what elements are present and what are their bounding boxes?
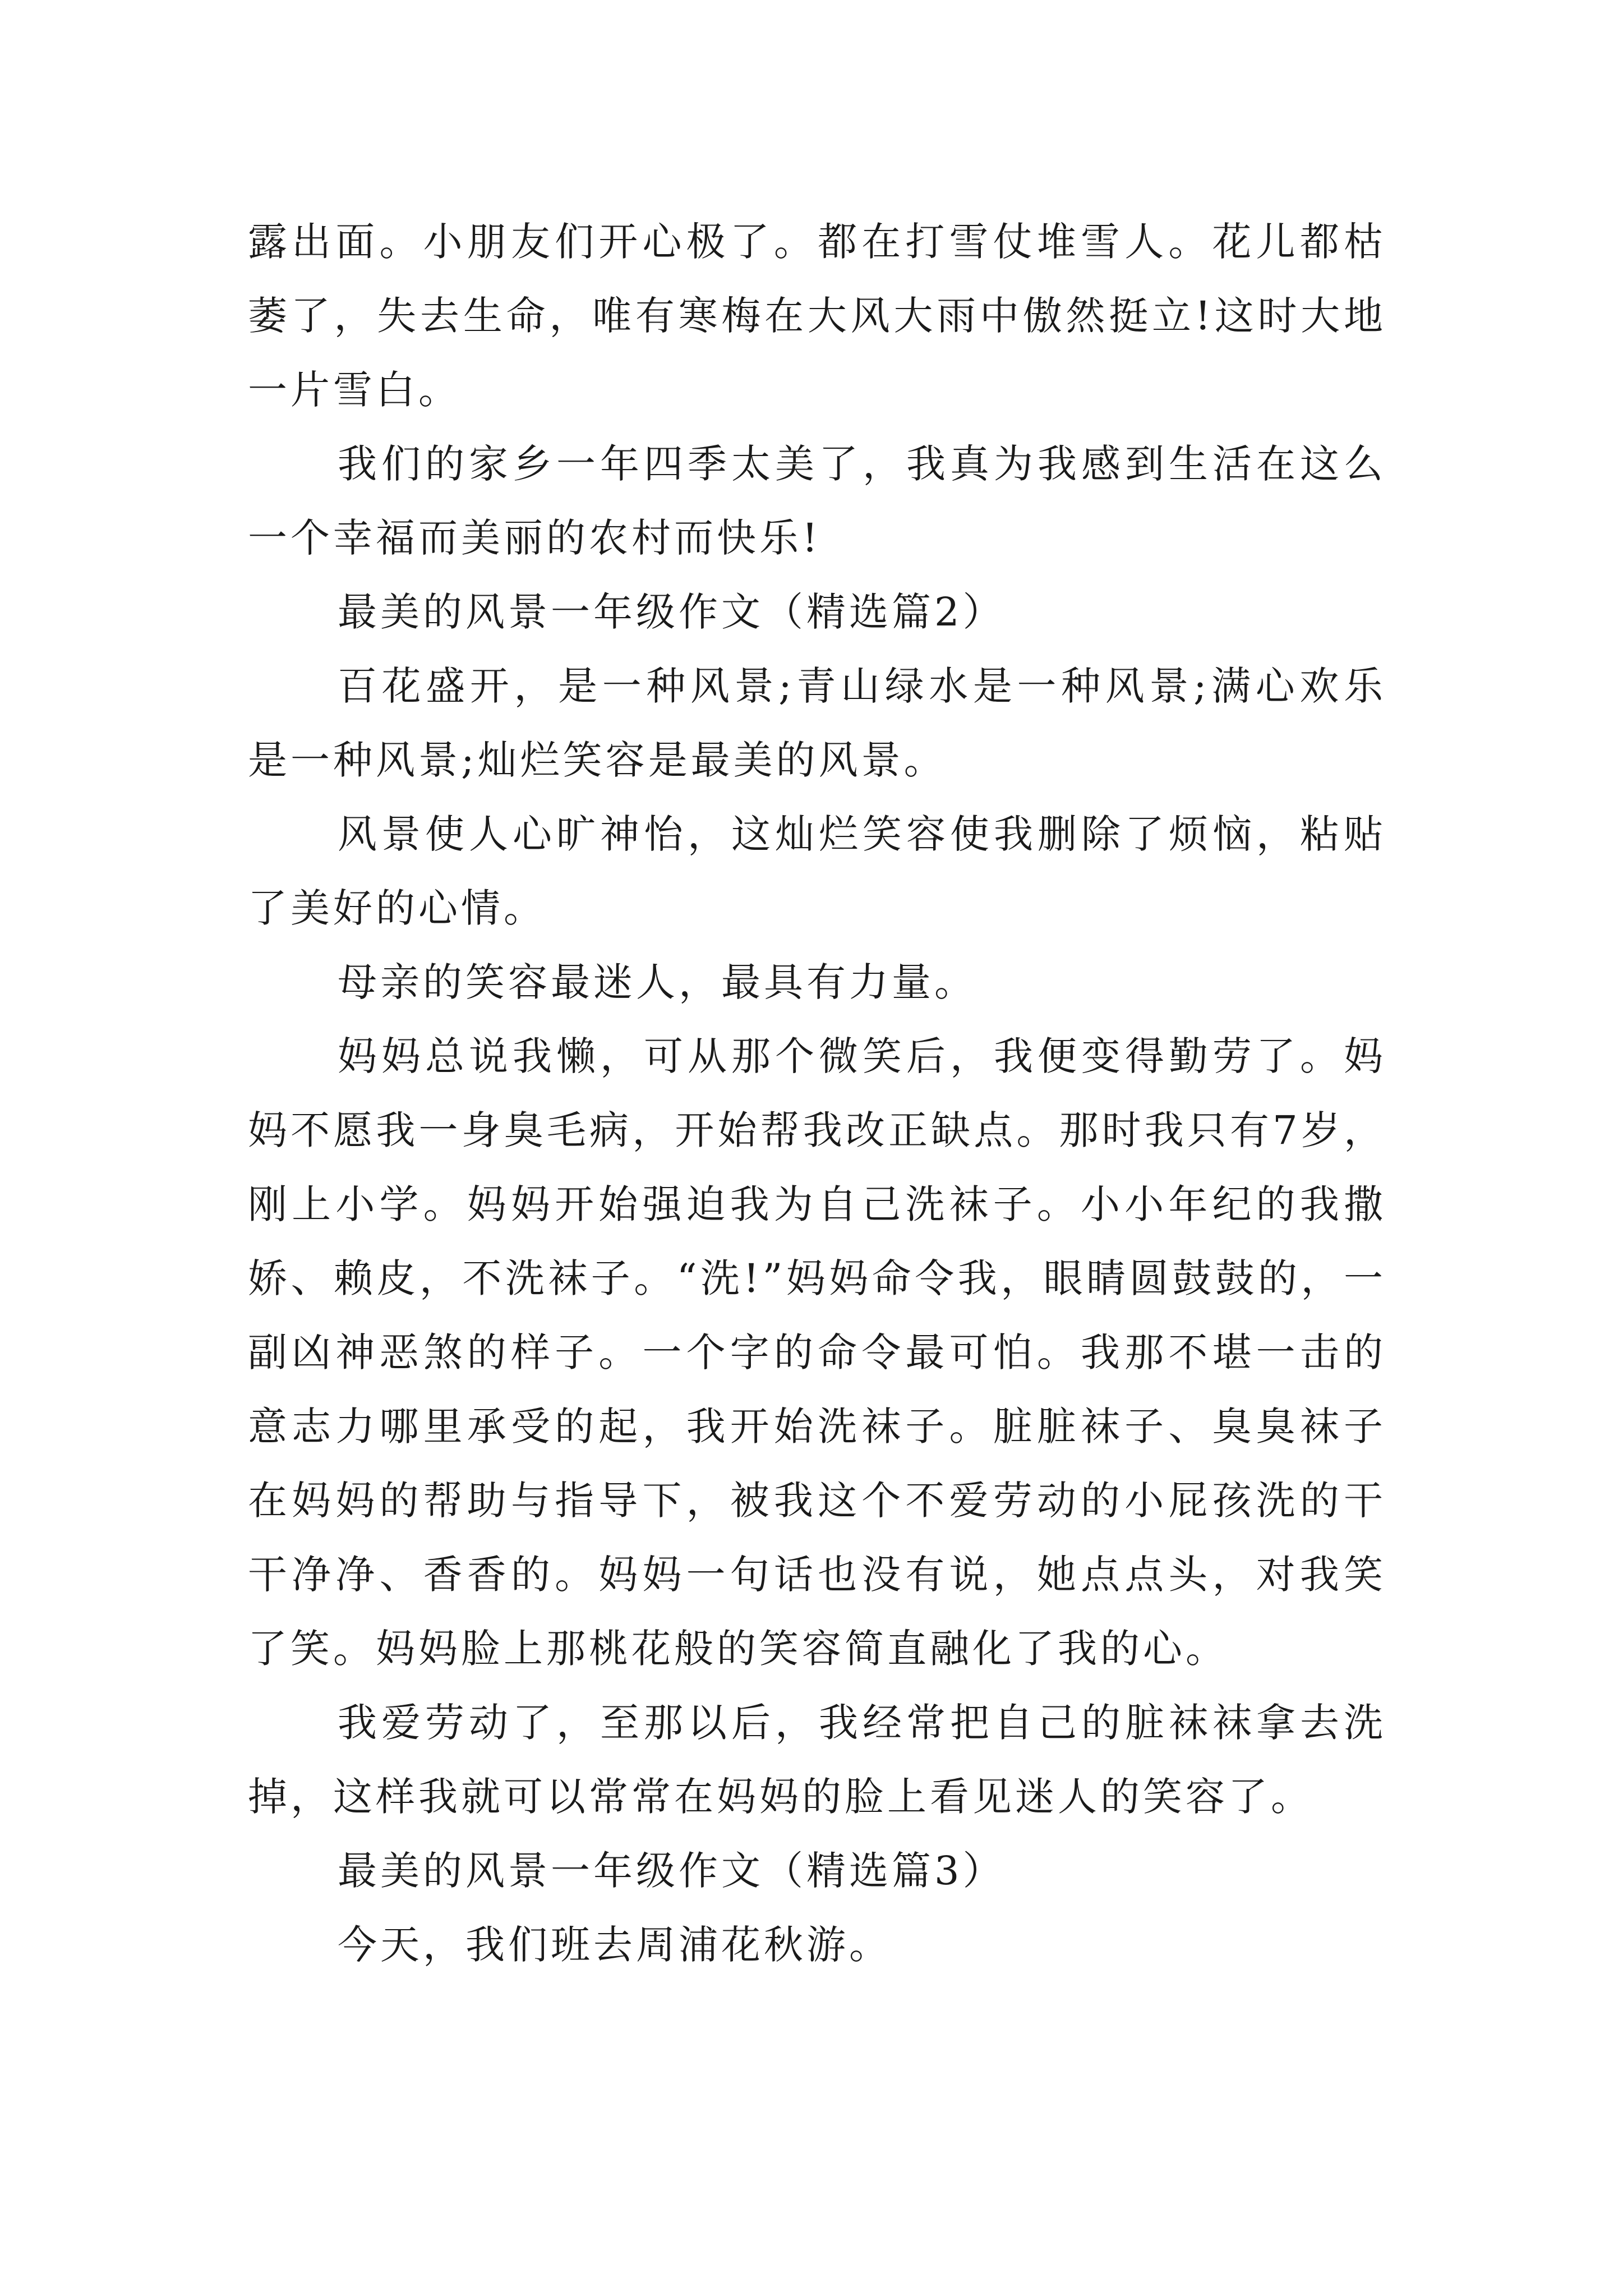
paragraph: 我们的家乡一年四季太美了，我真为我感到生活在这么一个幸福而美丽的农村而快乐! [248, 441, 1386, 561]
paragraph: 母亲的笑容最迷人，最具有力量。 [338, 959, 977, 1005]
section-heading: 最美的风景一年级作文（精选篇2） [338, 589, 1006, 635]
document-body [248, 205, 1386, 1982]
paragraph: 妈妈总说我懒，可从那个微笑后，我便变得勤劳了。妈妈不愿我一身臭毛病，开始帮我改正缺点。那时我只有7岁，刚上小学。妈妈开始强迫我为自己洗袜子。小小年纪的我撒娇、赖皮，不洗袜子。“洗!”妈妈命令我，眼睛圆鼓鼓的，一副凶神恶煞的样子。一个字的命令最可怕。我那不堪一击的意志力哪里承受的起，我开始洗袜子。脏脏袜子、臭臭袜子在妈妈的帮助与指导下，被我这个不爱劳动的小屁孩洗的干干净净、香香的。妈妈一句话也没有说，她点点头，对我笑了笑。妈妈脸上那桃花般的笑容简直融化了我的心。 [248, 1033, 1386, 1672]
paragraph: 百花盛开，是一种风景;青山绿水是一种风景;满心欢乐是一种风景;灿烂笑容是最美的风景。 [248, 663, 1386, 783]
paragraph: 风景使人心旷神怡，这灿烂笑容使我删除了烦恼，粘贴了美好的心情。 [248, 811, 1386, 931]
paragraph: 我爱劳动了，至那以后，我经常把自己的脏袜袜拿去洗掉，这样我就可以常常在妈妈的脸上看见迷人的笑容了。 [248, 1700, 1386, 1820]
section-heading: 最美的风景一年级作文（精选篇3） [338, 1848, 1006, 1894]
paragraph-continuation: 露出面。小朋友们开心极了。都在打雪仗堆雪人。花儿都枯萎了，失去生命，唯有寒梅在大风大雨中傲然挺立!这时大地一片雪白。 [248, 219, 1386, 413]
paragraph: 今天，我们班去周浦花秋游。 [338, 1922, 892, 1968]
